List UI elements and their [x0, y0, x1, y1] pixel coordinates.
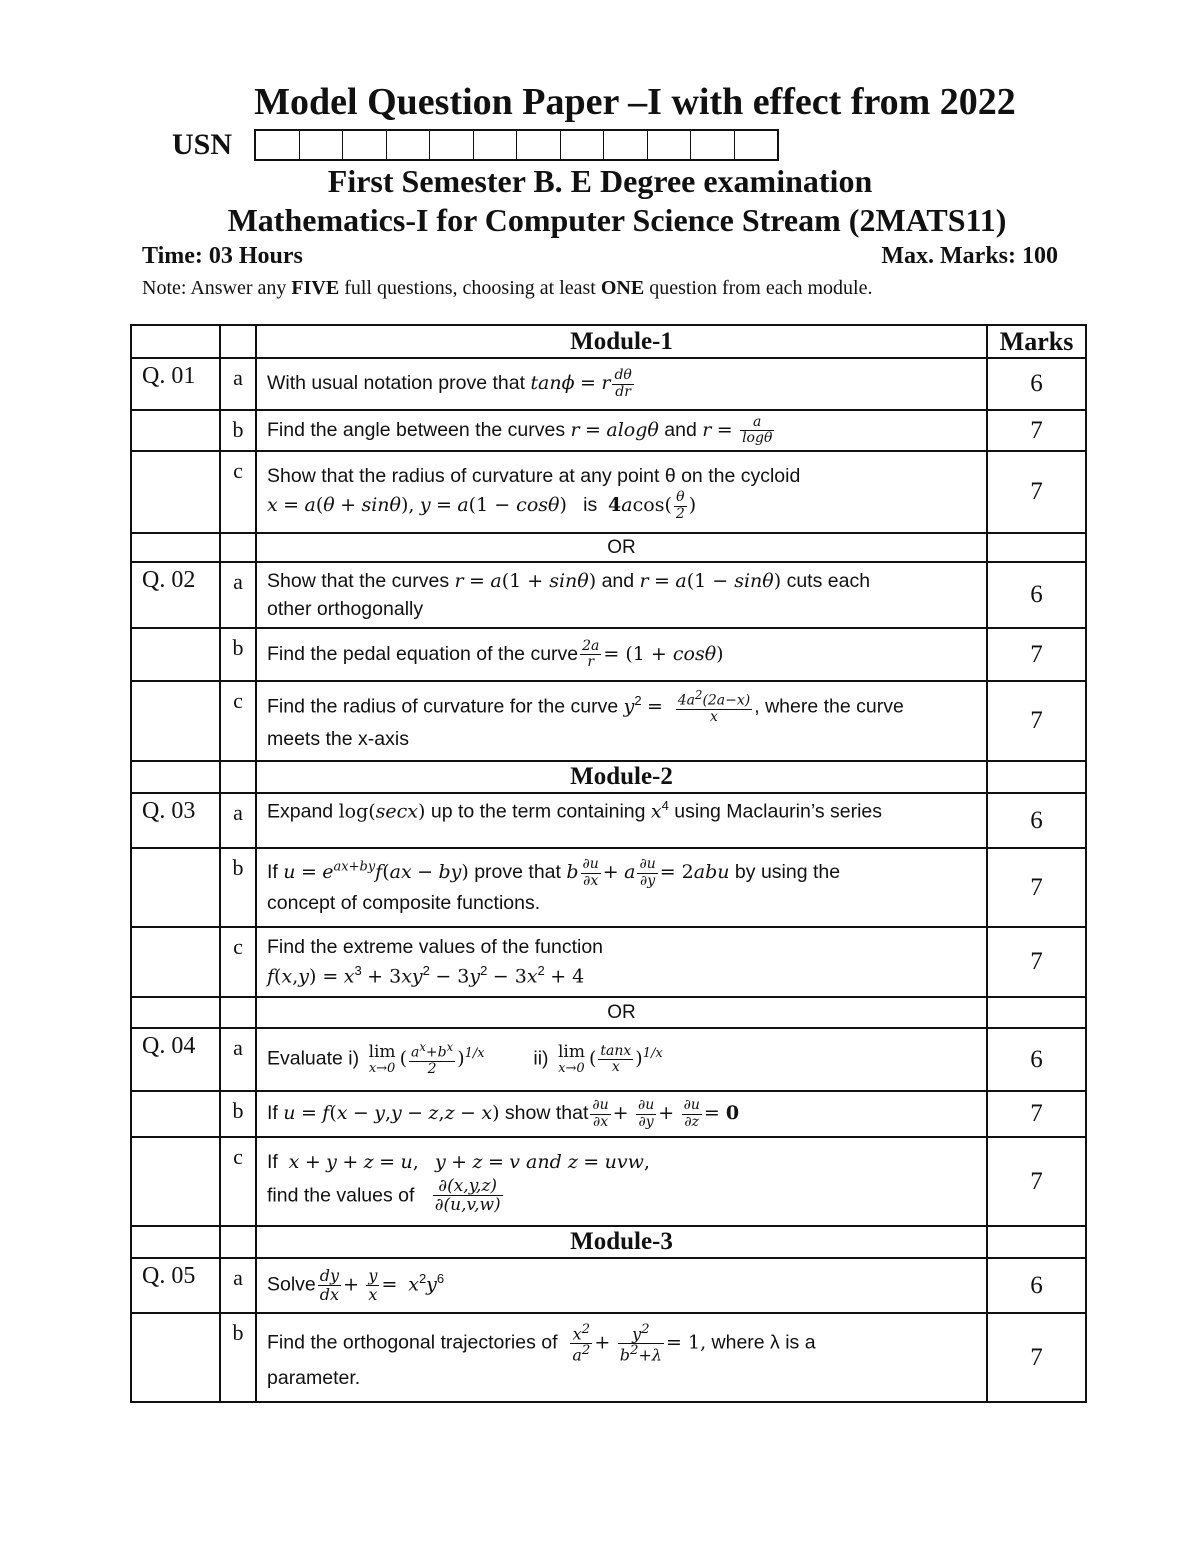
empty-cell: [131, 325, 220, 358]
module-title: Module-1: [256, 325, 987, 358]
question-row: [131, 1028, 1086, 1091]
question-text: If u = f(x − y,y − z,z − x) show that $\frac{\partial u}{\partial x}$ + $\frac{\partial u}{\partial y}$ + $\frac{\partial u}{\partial z}$ = 0: [256, 1091, 987, 1137]
question-text-part: Find the extreme values of the function: [267, 936, 604, 959]
usn-boxes[interactable]: [254, 129, 779, 161]
question-part: b: [220, 848, 256, 927]
question-part: a: [220, 358, 256, 410]
question-text: Expand log(secx) up to the term containing $x^4$ using Maclaurin’s series: [256, 793, 987, 848]
note-text: full questions, choosing at least: [339, 277, 601, 299]
subject-heading: Mathematics-I for Computer Science Stream (2MATS11): [227, 202, 1007, 238]
marks-header: Marks: [987, 325, 1086, 358]
question-marks: 6: [987, 562, 1086, 628]
question-row: [131, 451, 1086, 533]
empty-cell: [131, 761, 220, 793]
question-marks: 7: [987, 1313, 1086, 1402]
empty-cell: [987, 533, 1086, 562]
usn-box[interactable]: [474, 131, 518, 159]
usn-box[interactable]: [300, 131, 344, 159]
question-part: c: [220, 681, 256, 761]
question-text-part: show that: [504, 1102, 589, 1125]
empty-cell: [220, 1226, 256, 1258]
empty-cell: [131, 997, 220, 1028]
question-text: If $u = e^{ax+by}f(ax - by)$ prove that b $\frac{\partial u}{\partial x}$ + a $\frac{\partial u}{\partial y}$ = 2abu by using the concept of composite functions.: [256, 848, 987, 927]
usn-box[interactable]: [256, 131, 300, 159]
question-marks: 7: [987, 848, 1086, 927]
question-text-part: Solve: [267, 1273, 316, 1296]
question-marks: 6: [987, 1028, 1086, 1091]
empty-cell: [131, 1313, 220, 1402]
question-text: Find the extreme values of the function $f(x,y) = x^3 + 3xy^2 - 3y^2 - 3x^2 + 4$: [256, 927, 987, 997]
question-text: Evaluate i) lim x→0 ( $\frac{a^x+b^x}{2}$ )$^{1/x}$ ii) lim x→0 ( $\frac{\tan x}{x}$ )$^{1/x}$: [256, 1028, 987, 1091]
question-marks: 7: [987, 451, 1086, 533]
question-part: a: [220, 562, 256, 628]
question-text: Solve $\frac{dy}{dx}$ + $\frac{y}{x}$ = $x^2y^6$: [256, 1258, 987, 1313]
usn-box[interactable]: [648, 131, 692, 159]
question-text: If x + y + z = u, y + z = v and z = uvw, find the values of $\frac{\partial(x,y,z)}{\partial(u,v,w)}$: [256, 1137, 987, 1226]
empty-cell: [131, 1091, 220, 1137]
empty-cell: [131, 848, 220, 927]
question-text-part: Expand: [267, 800, 334, 823]
empty-cell: [987, 1226, 1086, 1258]
or-row: [131, 997, 1086, 1028]
question-part: b: [220, 1313, 256, 1402]
semester-heading: First Semester B. E Degree examination: [327, 163, 873, 199]
question-part: a: [220, 1258, 256, 1313]
note-text: question from each module.: [644, 277, 873, 299]
empty-cell: [131, 410, 220, 451]
question-part: a: [220, 793, 256, 848]
question-row: [131, 1258, 1086, 1313]
empty-cell: [131, 451, 220, 533]
usn-box[interactable]: [430, 131, 474, 159]
question-row: [131, 562, 1086, 628]
question-number: Q. 01: [131, 358, 220, 410]
empty-cell: [220, 997, 256, 1028]
question-marks: 7: [987, 410, 1086, 451]
note-text: Note: Answer any: [142, 277, 292, 299]
question-row: [131, 793, 1086, 848]
question-text-part: Find the radius of curvature for the curve: [267, 695, 619, 718]
question-text: With usual notation prove that tanϕ = r $\frac{d\theta}{dr}$: [256, 358, 987, 410]
empty-cell: [220, 533, 256, 562]
usn-box[interactable]: [604, 131, 648, 159]
question-text-part: Evaluate i): [267, 1047, 360, 1070]
usn-box[interactable]: [561, 131, 605, 159]
question-text: Find the orthogonal trajectories of $\frac{x^2}{a^2}$ + $\frac{y^2}{b^2+\lambda}$ = 1, where λ is a parameter.: [256, 1313, 987, 1402]
empty-cell: [131, 1137, 220, 1226]
question-row: [131, 848, 1086, 927]
usn-box[interactable]: [343, 131, 387, 159]
empty-cell: [131, 681, 220, 761]
module-title: Module-2: [256, 761, 987, 793]
question-text-part: Find the pedal equation of the curve: [267, 642, 579, 665]
usn-row: [172, 128, 779, 162]
question-marks: 7: [987, 628, 1086, 681]
question-part: b: [220, 410, 256, 451]
or-divider: OR: [256, 997, 987, 1028]
question-text-part: find the values of: [267, 1183, 415, 1206]
empty-cell: [131, 927, 220, 997]
question-text: Show that the radius of curvature at any point θ on the cycloid x = a(θ + sinθ), y = a(1 − cosθ) is 4acos( $\frac{\theta}{2}$ ): [256, 451, 987, 533]
question-table: [130, 324, 1087, 1403]
question-marks: 7: [987, 927, 1086, 997]
question-part: c: [220, 451, 256, 533]
question-row: [131, 681, 1086, 761]
empty-cell: [220, 761, 256, 793]
question-part: c: [220, 927, 256, 997]
question-part: b: [220, 1091, 256, 1137]
empty-cell: [131, 1226, 220, 1258]
question-marks: 6: [987, 793, 1086, 848]
question-number: Q. 02: [131, 562, 220, 628]
question-part: a: [220, 1028, 256, 1091]
usn-box[interactable]: [517, 131, 561, 159]
usn-box[interactable]: [735, 131, 778, 159]
instructions-note: [142, 277, 872, 300]
question-marks: 6: [987, 1258, 1086, 1313]
question-row: [131, 358, 1086, 410]
time-label: Time: 03 Hours: [142, 243, 303, 269]
question-row: [131, 628, 1086, 681]
question-text-part: concept of composite functions.: [267, 892, 541, 915]
or-row: [131, 533, 1086, 562]
question-number: Q. 05: [131, 1258, 220, 1313]
question-text-part: With usual notation prove that: [267, 372, 525, 395]
empty-cell: [220, 325, 256, 358]
question-text: Find the pedal equation of the curve $\frac{2a}{r}$ = (1 + cosθ): [256, 628, 987, 681]
question-row: [131, 1137, 1086, 1226]
question-row: [131, 1313, 1086, 1402]
module-title: Module-3: [256, 1226, 987, 1258]
question-number: Q. 04: [131, 1028, 220, 1091]
question-text-part: Find the orthogonal trajectories of: [267, 1331, 558, 1354]
empty-cell: [987, 997, 1086, 1028]
empty-cell: [987, 761, 1086, 793]
note-emphasis: FIVE: [291, 277, 340, 299]
question-part: c: [220, 1137, 256, 1226]
question-text: Find the angle between the curves r = alogθ and r = $\frac{a}{\log\theta}$: [256, 410, 987, 451]
usn-box[interactable]: [691, 131, 735, 159]
question-text: Show that the curves r = a(1 + sinθ) and r = a(1 − sinθ) cuts each other orthogonally: [256, 562, 987, 628]
question-marks: 7: [987, 1091, 1086, 1137]
question-text-part: Show that the curves: [267, 569, 450, 592]
question-part: b: [220, 628, 256, 681]
question-marks: 7: [987, 1137, 1086, 1226]
empty-cell: [131, 533, 220, 562]
usn-box[interactable]: [387, 131, 431, 159]
question-marks: 6: [987, 358, 1086, 410]
question-marks: 7: [987, 681, 1086, 761]
module-header-row: [131, 1226, 1086, 1258]
question-row: [131, 410, 1086, 451]
question-row: [131, 1091, 1086, 1137]
question-row: [131, 927, 1086, 997]
max-marks-label: Max. Marks: 100: [881, 243, 1058, 269]
question-text-part: Show that the radius of curvature at any point θ on the cycloid: [267, 464, 801, 487]
module-header-row: [131, 761, 1086, 793]
question-text-part: Find the angle between the curves: [267, 418, 566, 441]
question-number: Q. 03: [131, 793, 220, 848]
question-text: Find the radius of curvature for the curve $y^2$ = $\frac{4a^2(2a-x)}{x}$ , where the curve meets the x-axis: [256, 681, 987, 761]
or-divider: OR: [256, 533, 987, 562]
usn-label: USN: [172, 128, 233, 161]
paper-title: Model Question Paper –I with effect from 2022: [254, 81, 1016, 123]
note-emphasis: ONE: [600, 277, 645, 299]
module-header-row: [131, 325, 1086, 358]
empty-cell: [131, 628, 220, 681]
